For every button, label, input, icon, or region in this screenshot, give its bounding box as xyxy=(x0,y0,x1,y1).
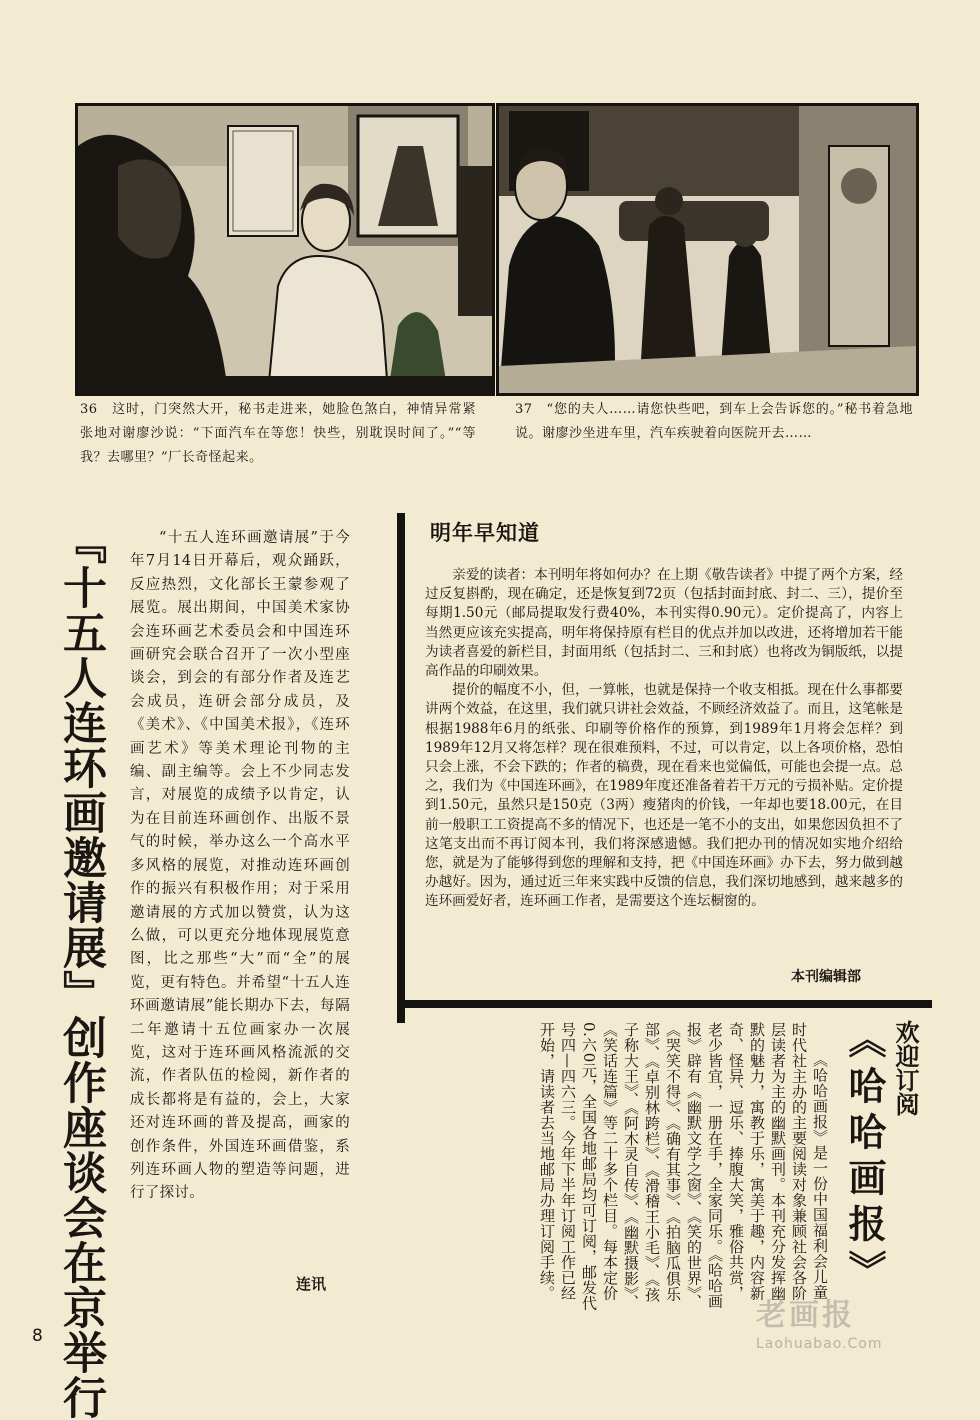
article-headline: 『十五人连环画邀请展』创作座谈会在京举行 xyxy=(55,520,106,1420)
article-body xyxy=(130,527,350,1206)
caption-text: 这时，门突然大开，秘书走进来，她脸色煞白，神情异常紧张地对谢廖沙说：“下面汽车在等您！快些，别耽误时间了。”“等我？去哪里？”厂长奇怪起来。 xyxy=(80,402,476,465)
box-border-left xyxy=(397,513,405,1023)
comic-caption-36 xyxy=(80,398,476,470)
comic-illustration-street xyxy=(499,106,916,393)
box-border-bottom xyxy=(397,1000,932,1008)
caption-text: “您的夫人……请您快些吧，到车上会告诉您的。”秘书着急地说。谢廖沙坐进车里，汽车疾驶着向医院开去…… xyxy=(515,402,913,441)
notice-title: 明年早知道 xyxy=(430,521,540,545)
article-byline: 连讯 xyxy=(296,1275,327,1293)
comic-illustration-office xyxy=(78,106,492,393)
panel-number: 36 xyxy=(80,402,98,417)
ad-headline-title: 《哈哈画报》 xyxy=(842,1020,886,1296)
page-number: 8 xyxy=(32,1326,43,1346)
panel-number: 37 xyxy=(515,402,533,417)
ad-body xyxy=(452,1022,830,1314)
watermark-logo: 老画报 xyxy=(756,1298,855,1333)
watermark-url: Laohuabao.Com xyxy=(756,1336,883,1352)
comic-panel-37 xyxy=(496,103,919,396)
ad-headline-small: 欢迎订阅 xyxy=(891,1020,919,1116)
notice-body xyxy=(425,566,903,912)
watermark xyxy=(756,1290,926,1352)
notice-paragraph: 亲爱的读者：本刊明年将如何办？在上期《敬告读者》中提了两个方案，经过反复斟酌，现在确定，还是恢复到72页（包括封面封底、封二、三），提价至每期1.50元（邮局提取发行费40%，本刊实得0.90元）。定价提高了，内容上当然更应该充实提高，明年将保持原有栏目的优点并加以改进，还将增加若干能为读者喜爱的新栏目，封面用纸（包括封二、三和封底）也将改为铜版纸，以提高作品的印刷效果。 xyxy=(425,567,903,680)
ad-paragraph: 《哈哈画报》是一份中国福利会儿童时代社主办的主要阅读对象兼顾社会各阶层读者为主的幽默画刊。本刊充分发挥幽默的魅力，寓教于乐，寓美于趣，内容新奇、怪异、逗乐、捧腹大笑，雅俗共赏，老少皆宜，一册在手，全家同乐。《哈哈画报》辟有《幽默文学之窗》、《笑的世界》、《哭笑不得》、《确有其事》、《拍脑瓜俱乐部》、《卓别林跨栏》、《滑稽王小毛》、《孩子称大王》、《阿木灵自传》、《幽默摄影》、《笑话连篇》等二十多个栏目。每本定价0.六0元，全国各地邮局均可订阅，邮发代号四—四六三。今年下半年订阅工作已经开始，请读者去当地邮局办理订阅手续。 xyxy=(538,1022,829,1311)
comic-caption-37 xyxy=(515,398,913,446)
notice-paragraph: 提价的幅度不小，但，一算帐，也就是保持一个收支相抵。现在什么事都要讲两个效益，在这里，我们就只讲社会效益，不顾经济效益了。而且，这笔帐是根据1988年6月的纸张、印刷等价格作的预算，到1989年1月将会怎样？到1989年12月又将怎样？现在很难预料，不过，可以肯定，以上各项价格，恐怕只会上涨，不会下跌的；作者的稿费，现在看来也觉偏低，可能也会提一点。总之，我们为《中国连环画》，在1989年度还准备着若干万元的亏损补贴。定价提到1.50元，虽然只是150克（3两）瘦猪肉的价钱，一年却也要18.00元，在目前一般职工工资提高不多的情况下，也还是一笔不小的支出，如果您因负担不了这笔支出而不再订阅本刊，我们将深感遗憾。我们把办刊的情况如实地介绍给您，就是为了能够得到您的理解和支持，把《中国连环画》办下去，努力做到越办越好。因为，通过近三年来实践中反馈的信息，我们深切地感到，越来越多的连环画爱好者，连环画工作者，是需要这个连坛橱窗的。 xyxy=(425,682,903,910)
notice-signature: 本刊编辑部 xyxy=(791,969,861,985)
ad-headline xyxy=(838,1020,922,1330)
comic-panel-36 xyxy=(75,103,495,396)
article-paragraph: “十五人连环画邀请展”于今年7月14日开幕后，观众踊跃，反应热烈，文化部长王蒙参观了展览。展出期间，中国美术家协会连环画艺术委员会和中国连环画研究会联合召开了一次小型座谈会，到会的有部分作者及连艺会成员，连研会部分成员，及《美术》、《中国美术报》，《连环画艺术》等美术理论刊物的主编、副主编等。会上不少同志发言，对展览的成绩予以肯定，认为在目前连环画创作、出版不景气的时候，举办这么一个高水平多风格的展览，对推动连环画创作的振兴有积极作用；对于采用邀请展的方式加以赞赏，认为这么做，可以更充分地体现展览意图，比之那些“大”而“全”的展览，更有特色。并希望“十五人连环画邀请展”能长期办下去，每隔二年邀请十五位画家办一次展览，这对于连环画风格流派的交流，作者队伍的检阅，新作者的成长都将是有益的，会上，大家还对连环画的普及提高，画家的创作条件，外国连环画借鉴，系列连环画人物的塑造等问题，进行了探讨。 xyxy=(130,530,350,1202)
